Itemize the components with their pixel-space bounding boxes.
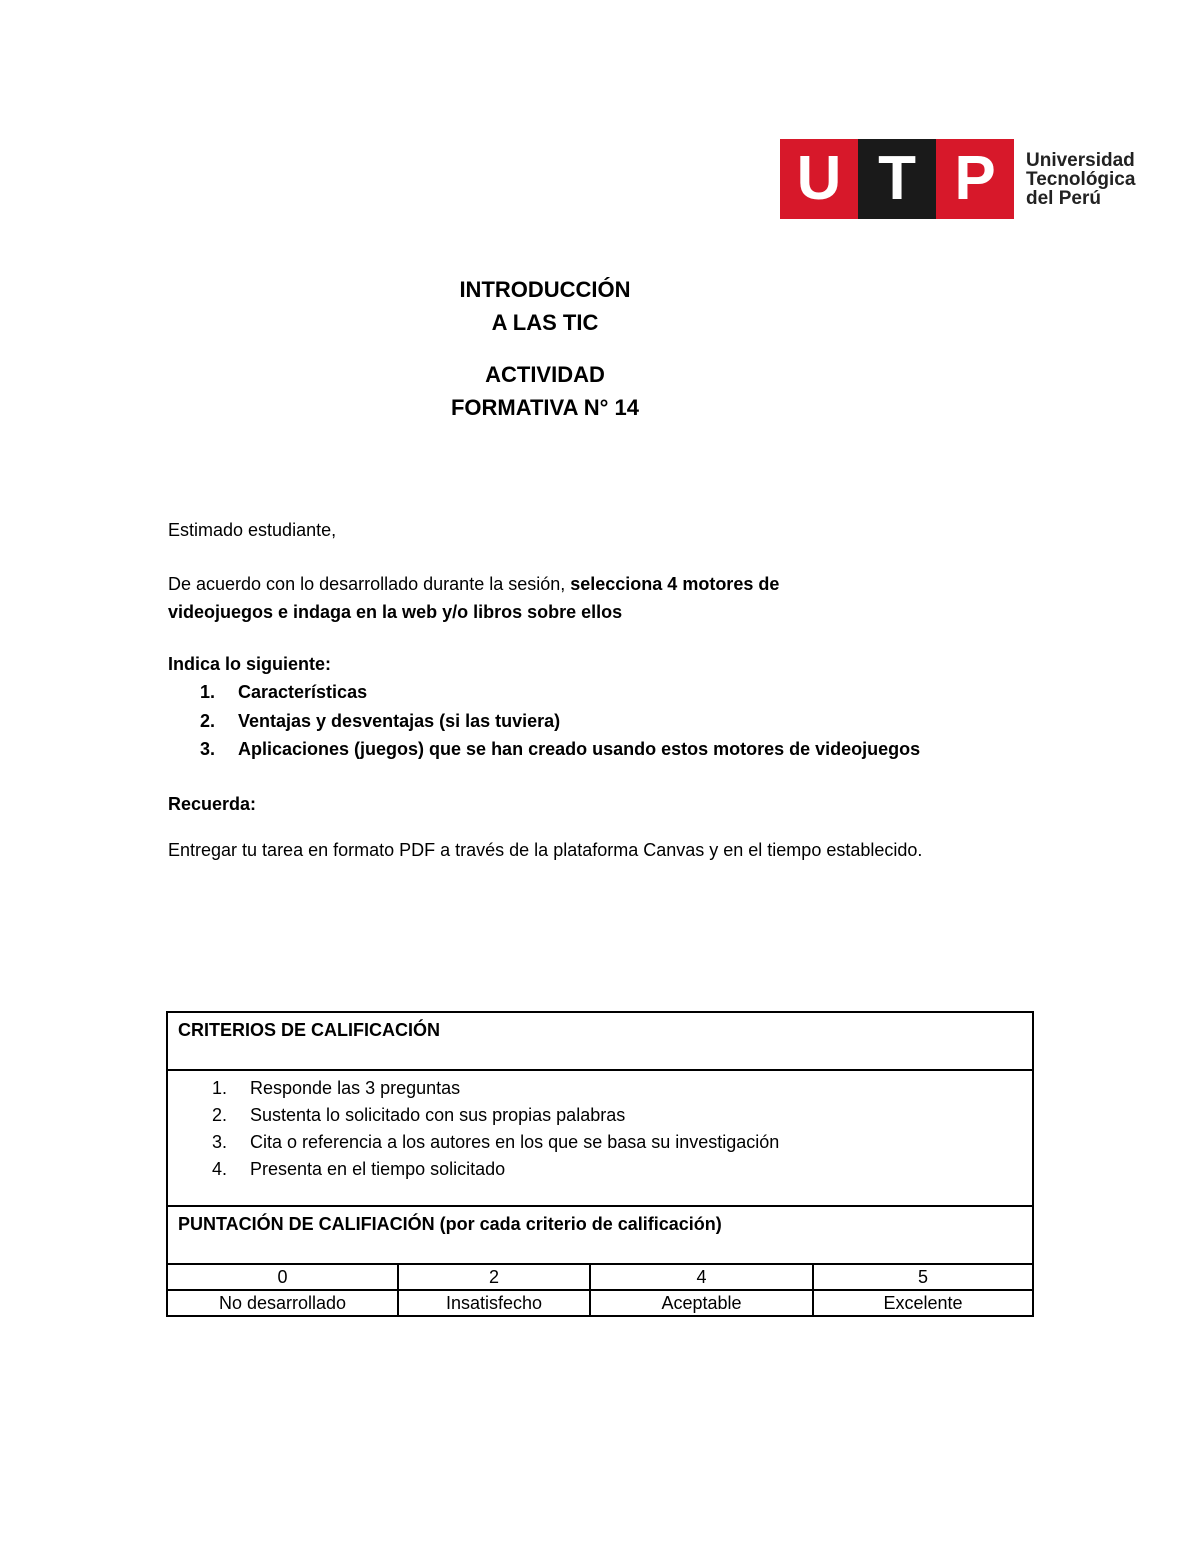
- intro-paragraph: [168, 570, 779, 626]
- criterios-cell: [167, 1070, 1033, 1206]
- list-item: 4. Presenta en el tiempo solicitado: [212, 1159, 506, 1179]
- table-row: [167, 1264, 1033, 1290]
- label-aceptable: Aceptable: [590, 1290, 813, 1316]
- logo-letter-p: P: [936, 139, 1014, 219]
- score-4: 4: [590, 1264, 813, 1290]
- tasks-list: [200, 678, 920, 764]
- logo-letter-u: U: [780, 139, 858, 219]
- table-row: [167, 1290, 1033, 1316]
- label-no-desarrollado: No desarrollado: [167, 1290, 398, 1316]
- course-title-line-2: A LAS TIC: [491, 310, 599, 335]
- logo-wordmark: [1026, 151, 1135, 208]
- recuerda-heading: Recuerda:: [168, 794, 257, 814]
- list-item: 1. Responde las 3 preguntas: [212, 1078, 461, 1098]
- entregar-paragraph: Entregar tu tarea en formato PDF a través de la plataforma Canvas y en el tiempo establecido.: [168, 840, 923, 860]
- score-2: 2: [398, 1264, 590, 1290]
- list-item: 2. Sustenta lo solicitado con sus propias palabras: [212, 1105, 626, 1125]
- label-excelente: Excelente: [813, 1290, 1033, 1316]
- greeting: Estimado estudiante,: [168, 520, 337, 540]
- logo-line-2: Tecnológica: [1026, 168, 1136, 190]
- indica-heading: Indica lo siguiente:: [168, 654, 332, 674]
- activity-title: [345, 358, 745, 424]
- score-5: 5: [813, 1264, 1033, 1290]
- list-item: 1. Características: [200, 682, 368, 702]
- activity-title-line-1: ACTIVIDAD: [485, 362, 605, 387]
- criterios-list: [168, 1075, 1032, 1183]
- list-item: 3. Cita o referencia a los autores en los que se basa su investigación: [212, 1132, 780, 1152]
- criterios-header: CRITERIOS DE CALIFICACIÓN: [167, 1012, 1033, 1070]
- logo-line-1: Universidad: [1026, 149, 1135, 171]
- intro-bold-2: videojuegos e indaga en la web y/o libros sobre ellos: [168, 602, 623, 622]
- list-item: 2. Ventajas y desventajas (si las tuviera): [200, 710, 561, 731]
- puntacion-header: PUNTACIÓN DE CALIFIACIÓN (por cada criterio de calificación): [167, 1206, 1033, 1264]
- activity-title-line-2: FORMATIVA N° 14: [450, 395, 640, 420]
- course-title-line-1: INTRODUCCIÓN: [459, 277, 631, 302]
- course-title: [345, 273, 745, 339]
- label-insatisfecho: Insatisfecho: [398, 1290, 590, 1316]
- utp-logo: [780, 139, 1135, 219]
- intro-normal: De acuerdo con lo desarrollado durante la sesión,: [168, 574, 571, 594]
- logo-letter-t: T: [858, 139, 936, 219]
- logo-line-3: del Perú: [1026, 187, 1101, 209]
- intro-bold-1: selecciona 4 motores de: [570, 574, 780, 594]
- grading-table: [166, 1011, 1034, 1317]
- list-item: 3. Aplicaciones (juegos) que se han creado usando estos motores de videojuegos: [200, 739, 921, 759]
- score-0: 0: [167, 1264, 398, 1290]
